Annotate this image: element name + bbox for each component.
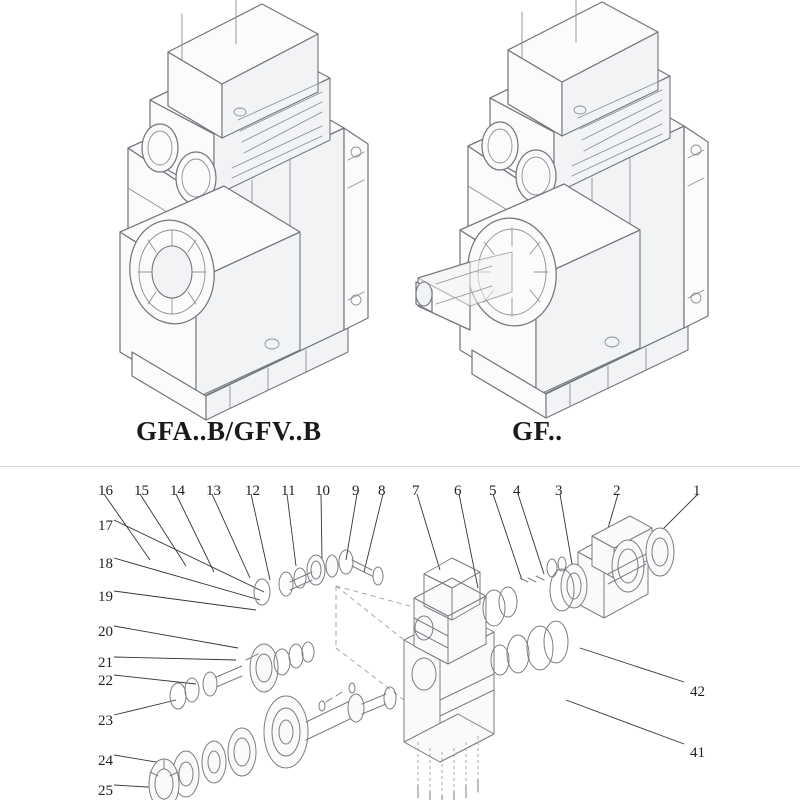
callout-number-10: 10 bbox=[315, 483, 330, 499]
callout-number-4: 4 bbox=[513, 483, 521, 499]
callout-number-23: 23 bbox=[98, 713, 113, 729]
callout-number-1: 1 bbox=[693, 483, 701, 499]
callout-number-17: 17 bbox=[98, 518, 113, 534]
callout-number-21: 21 bbox=[98, 655, 113, 671]
callout-number-6: 6 bbox=[454, 483, 462, 499]
callout-number-24: 24 bbox=[98, 753, 113, 769]
callout-number-11: 11 bbox=[281, 483, 296, 499]
motor-adapter-part bbox=[550, 516, 674, 618]
callout-number-25: 25 bbox=[98, 783, 113, 799]
callout-number-15: 15 bbox=[134, 483, 149, 499]
callout-number-14: 14 bbox=[170, 483, 185, 499]
callout-number-9: 9 bbox=[352, 483, 360, 499]
callout-number-18: 18 bbox=[98, 556, 113, 572]
callout-number-42: 42 bbox=[690, 684, 705, 700]
input-shaft-assembly bbox=[254, 550, 383, 605]
callout-number-13: 13 bbox=[206, 483, 221, 499]
gearbox-view-right bbox=[416, 0, 708, 418]
callout-number-41: 41 bbox=[690, 745, 705, 761]
callout-number-2: 2 bbox=[613, 483, 621, 499]
output-gear-assembly bbox=[149, 683, 396, 800]
callout-number-3: 3 bbox=[555, 483, 563, 499]
caption-gfa-b-gfv-b: GFA..B/GFV..B bbox=[136, 416, 322, 446]
callout-number-19: 19 bbox=[98, 589, 113, 605]
callout-number-22: 22 bbox=[98, 673, 113, 689]
callout-number-20: 20 bbox=[98, 624, 113, 640]
caption-gf: GF.. bbox=[512, 416, 563, 446]
callout-number-16: 16 bbox=[98, 483, 113, 499]
callout-number-12: 12 bbox=[245, 483, 260, 499]
callout-number-7: 7 bbox=[412, 483, 420, 499]
exploded-assembly-diagram bbox=[104, 494, 698, 800]
callout-number-8: 8 bbox=[378, 483, 386, 499]
callout-number-5: 5 bbox=[489, 483, 497, 499]
gearbox-view-left bbox=[120, 0, 368, 420]
section-divider bbox=[0, 466, 800, 467]
ring-group-right bbox=[483, 557, 568, 675]
